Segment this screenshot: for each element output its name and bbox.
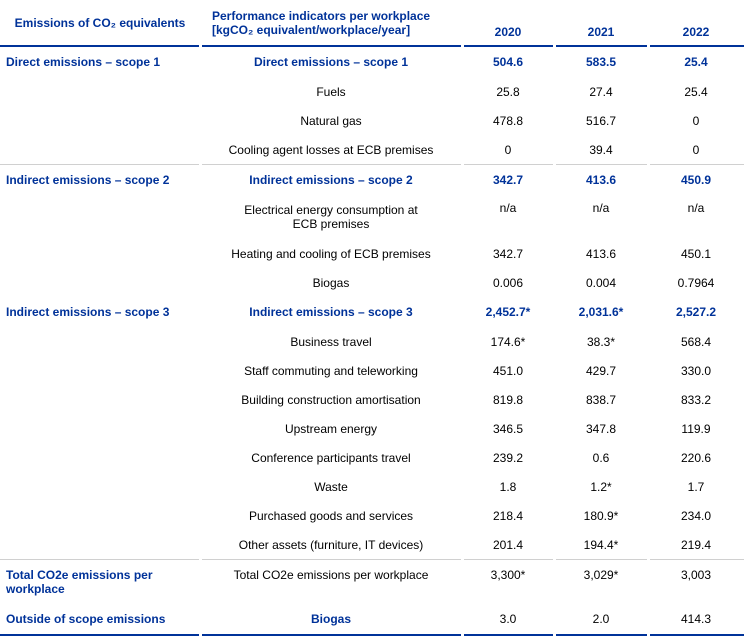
table-row [0,327,744,356]
table-row [0,239,744,268]
value-2021: 3,029* [583,568,619,582]
indicator-label: Indirect emissions – scope 3 [249,305,413,319]
value-2022: 568.4 [680,334,712,349]
value-2020: 504.6 [492,55,524,69]
value-2021: 583.5 [585,55,617,69]
column-divider [199,0,202,636]
value-2021: 0.6 [592,450,610,465]
indicator-label: Upstream energy [284,421,378,436]
value-2021: 516.7 [585,113,617,128]
value-2020: 478.8 [492,113,524,128]
header-emissions: Emissions of CO₂ equivalents [14,15,186,30]
value-2021: 413.6 [585,246,617,261]
table-row [0,501,744,530]
value-2020: 174.6* [490,334,526,349]
value-2022: 3,003 [680,568,712,582]
value-2021: 413.6 [585,173,617,187]
value-2020: 346.5 [492,421,524,436]
value-2021: 0.004 [585,275,617,290]
table-row [0,268,744,297]
indicator-label: Fuels [316,84,346,99]
column-divider [461,0,464,636]
indicator-label: Purchased goods and services [248,508,414,523]
value-2021: 38.3* [586,334,616,349]
value-2021: 838.7 [585,392,617,407]
indicator-label: Natural gas [300,113,362,128]
indicator-label: Indirect emissions – scope 2 [249,173,413,187]
table-row [0,106,744,135]
value-2020: 1.8 [499,479,517,494]
indicator-label: Conference participants travel [251,450,411,465]
table-row [0,135,744,164]
table-row [0,414,744,443]
value-2022: 450.9 [680,173,712,187]
value-2021: 27.4 [589,84,613,99]
category-label: Direct emissions – scope 1 [6,55,161,69]
table-row [0,195,744,239]
table-row [0,297,744,327]
value-2021: 2,031.6* [578,305,624,319]
value-2020: 3.0 [499,612,517,626]
indicator-label: Heating and cooling of ECB premises [231,246,431,261]
value-2020: 218.4 [492,508,524,523]
value-2020: 3,300* [490,568,526,582]
value-2022: 0.7964 [677,275,715,290]
value-2020: 2,452.7* [485,305,531,319]
value-2022: 119.9 [681,421,711,436]
indicator-label: Biogas [310,612,351,626]
value-2022: 0 [692,142,700,157]
value-2022: 450.1 [680,246,712,261]
column-divider [647,0,650,636]
value-2022: 219.4 [680,537,712,552]
section-scope-1 [0,47,744,164]
value-2021: n/a [592,201,610,215]
value-2020: 451.0 [492,363,524,378]
table-row [0,443,744,472]
indicator-label: Direct emissions – scope 1 [253,55,409,69]
value-2021: 39.4 [589,142,613,157]
value-2022: 414.3 [680,612,712,626]
value-2022: 1.7 [687,479,705,494]
header-2022: 2022 [682,25,710,39]
section-scope-2 [0,164,744,297]
value-2020: 239.2 [492,450,524,465]
indicator-label: Electrical energy consumption at ECB premises [244,203,418,231]
section-total [0,559,744,604]
value-2022: 25.4 [684,84,708,99]
category-label: Outside of scope emissions [6,612,166,626]
header-2020: 2020 [494,25,522,39]
indicator-label: Business travel [290,334,372,349]
value-2020: 201.4 [492,537,524,552]
indicator-label: Building construction amortisation [241,392,421,407]
value-2022: 2,527.2 [675,305,717,319]
value-2021: 347.8 [585,421,617,436]
value-2021: 1.2* [590,479,612,494]
table-row [0,165,744,195]
value-2020: 25.8 [496,84,520,99]
footer-rule [0,634,744,636]
value-2022: 220.6 [680,450,712,465]
value-2020: 342.7 [492,173,524,187]
section-outside-scope [0,604,744,634]
header-2021: 2021 [587,25,615,39]
indicator-label: Waste [314,479,348,494]
value-2021: 429.7 [585,363,617,378]
indicator-label: Other assets (furniture, IT devices) [238,537,424,552]
table-row [0,604,744,634]
value-2020: 0 [504,142,512,157]
category-label: Total CO2e emissions per workplace [6,568,153,596]
category-label: Indirect emissions – scope 3 [6,305,170,319]
value-2020: 342.7 [492,246,524,261]
table-row [0,356,744,385]
table-row [0,560,744,604]
table-row [0,77,744,106]
indicator-label: Staff commuting and teleworking [244,363,418,378]
value-2022: 0 [692,113,700,128]
value-2021: 2.0 [592,612,610,626]
section-scope-3 [0,297,744,559]
value-2021: 180.9* [583,508,619,523]
value-2022: 833.2 [680,392,712,407]
table-row [0,472,744,501]
value-2022: 25.4 [684,55,708,69]
indicator-label: Total CO2e emissions per workplace [233,568,429,582]
table-row [0,385,744,414]
value-2020: 0.006 [492,275,524,290]
indicator-label: Biogas [312,275,350,290]
header-indicators: Performance indicators per workplace [kgCO₂ equivalent/workplace/year] [212,8,431,37]
value-2020: n/a [499,201,517,215]
column-divider [553,0,556,636]
indicator-label: Cooling agent losses at ECB premises [228,142,434,157]
category-label: Indirect emissions – scope 2 [6,173,170,187]
value-2022: 330.0 [680,363,712,378]
value-2022: 234.0 [680,508,712,523]
table-row [0,47,744,77]
value-2021: 194.4* [583,537,619,552]
value-2020: 819.8 [492,392,524,407]
table-row [0,530,744,559]
value-2022: n/a [687,201,705,215]
table-header [0,0,744,45]
